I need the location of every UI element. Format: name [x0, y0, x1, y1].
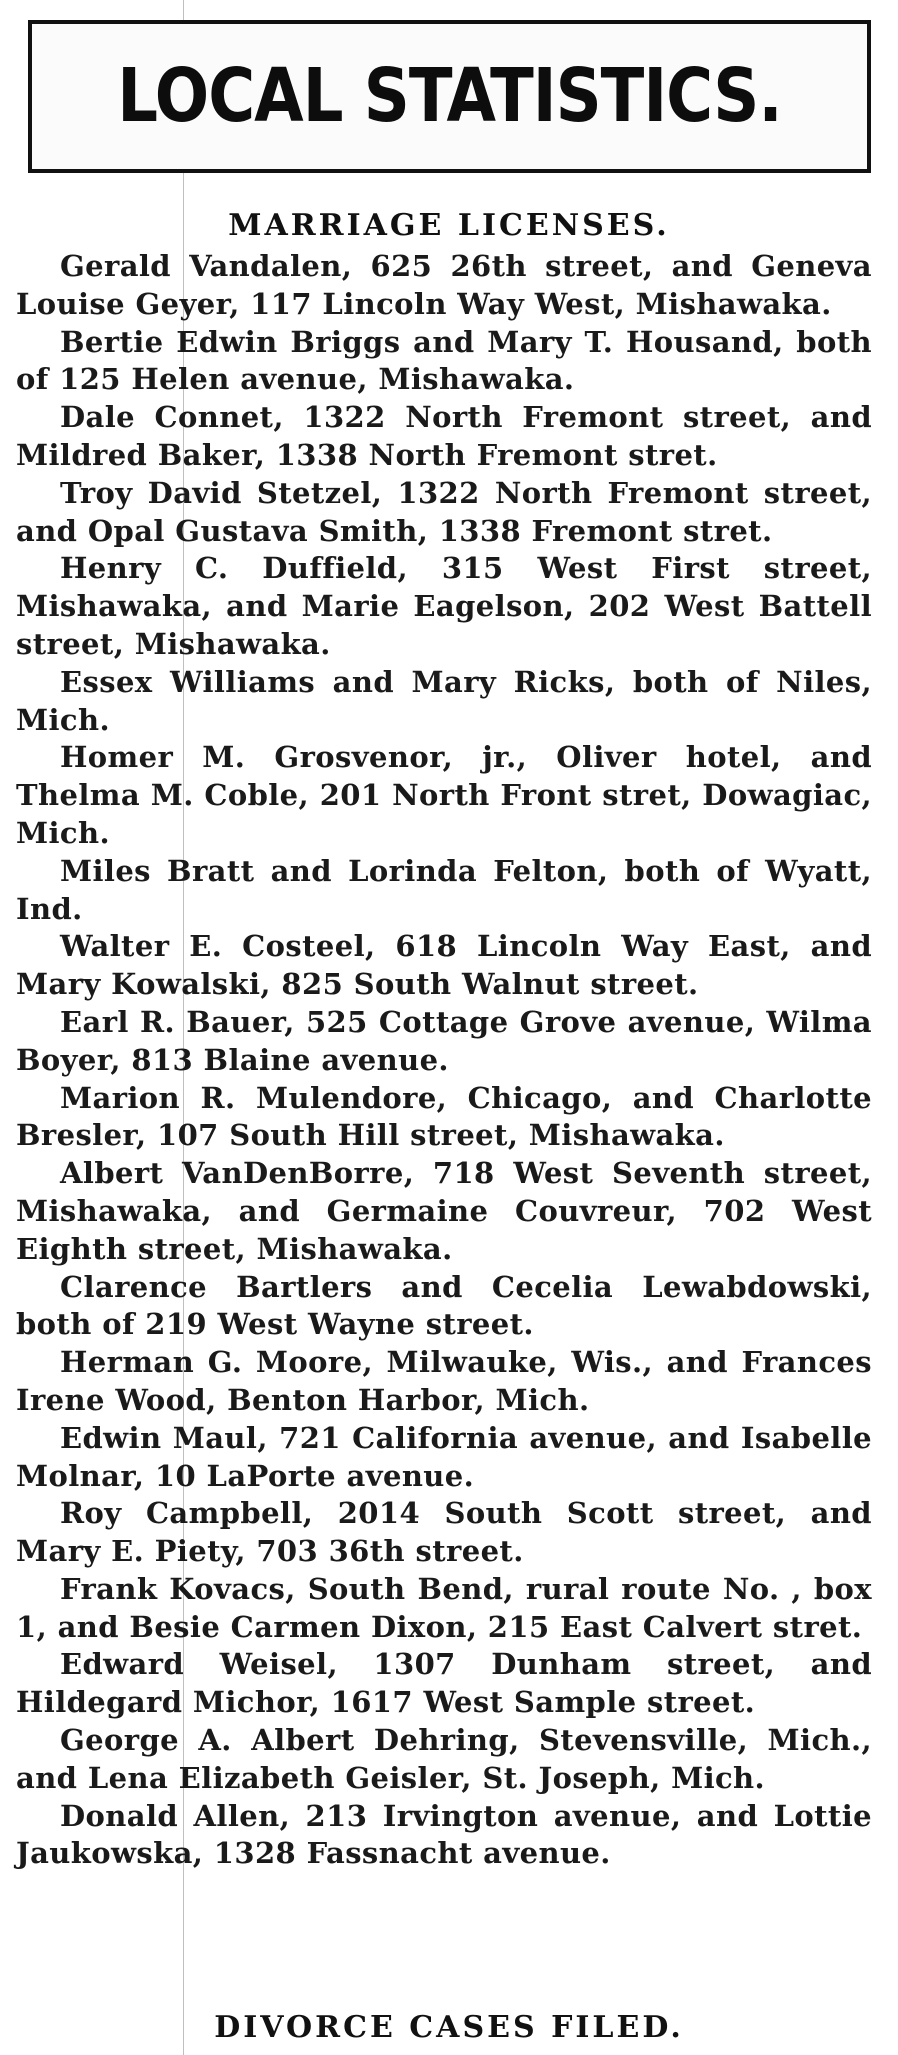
page-headline: LOCAL STATISTICS. — [117, 53, 782, 140]
license-entry: Earl R. Bauer, 525 Cottage Grove avenue, Wilma Boyer, 813 Blaine avenue. — [16, 1004, 872, 1077]
license-entry: Dale Connet, 1322 North Fremont street, and Mildred Baker, 1338 North Fremont stret. — [16, 400, 872, 472]
license-entry: Henry C. Duffield, 315 West First street, Mishawaka, and Marie Eagelson, 202 West Battell street, Mishawaka. — [16, 551, 872, 661]
section-heading-marriage-licenses: MARRIAGE LICENSES. — [228, 208, 670, 243]
license-entry: Miles Bratt and Lorinda Felton, both of Wyatt, Ind. — [16, 853, 872, 926]
marriage-licenses-list — [16, 248, 872, 1873]
license-entry: Essex Williams and Mary Ricks, both of Niles, Mich. — [16, 664, 872, 737]
section-heading-divorce-cases: DIVORCE CASES FILED. — [214, 2010, 684, 2045]
license-entry: Troy David Stetzel, 1322 North Fremont street, and Opal Gustava Smith, 1338 Fremont stret. — [16, 475, 872, 548]
license-entry: Albert VanDenBorre, 718 West Seventh street, Mishawaka, and Germaine Couvreur, 702 West Eighth street, Mishawaka. — [16, 1156, 872, 1266]
license-entry: Marion R. Mulendore, Chicago, and Charlotte Bresler, 107 South Hill street, Mishawaka. — [16, 1080, 872, 1153]
license-entry: Roy Campbell, 2014 South Scott street, and Mary E. Piety, 703 36th street. — [16, 1496, 872, 1569]
license-entry: Bertie Edwin Briggs and Mary T. Housand, both of 125 Helen avenue, Mishawaka. — [16, 324, 872, 397]
license-entry: Homer M. Grosvenor, jr., Oliver hotel, and Thelma M. Coble, 201 North Front stret, Dowagiac, Mich. — [16, 740, 872, 850]
license-entry: Herman G. Moore, Milwauke, Wis., and Frances Irene Wood, Benton Harbor, Mich. — [16, 1345, 872, 1417]
license-entry: Donald Allen, 213 Irvington avenue, and Lottie Jaukowska, 1328 Fassnacht avenue. — [16, 1798, 872, 1871]
headline-box — [28, 20, 871, 173]
license-entry: Walter E. Costeel, 618 Lincoln Way East, and Mary Kowalski, 825 South Walnut street. — [16, 929, 872, 1002]
license-entry: Edward Weisel, 1307 Dunham street, and Hildegard Michor, 1617 West Sample street. — [16, 1647, 872, 1720]
license-entry: Clarence Bartlers and Cecelia Lewabdowski, both of 219 West Wayne street. — [16, 1269, 872, 1342]
license-entry: Frank Kovacs, South Bend, rural route No. , box 1, and Besie Carmen Dixon, 215 East Calvert stret. — [16, 1571, 872, 1644]
license-entry: Gerald Vandalen, 625 26th street, and Geneva Louise Geyer, 117 Lincoln Way West, Mishawaka. — [16, 249, 872, 321]
license-entry: Edwin Maul, 721 California avenue, and Isabelle Molnar, 10 LaPorte avenue. — [16, 1420, 872, 1493]
license-entry: George A. Albert Dehring, Stevensville, Mich., and Lena Elizabeth Geisler, St. Joseph, Mich. — [16, 1723, 872, 1795]
